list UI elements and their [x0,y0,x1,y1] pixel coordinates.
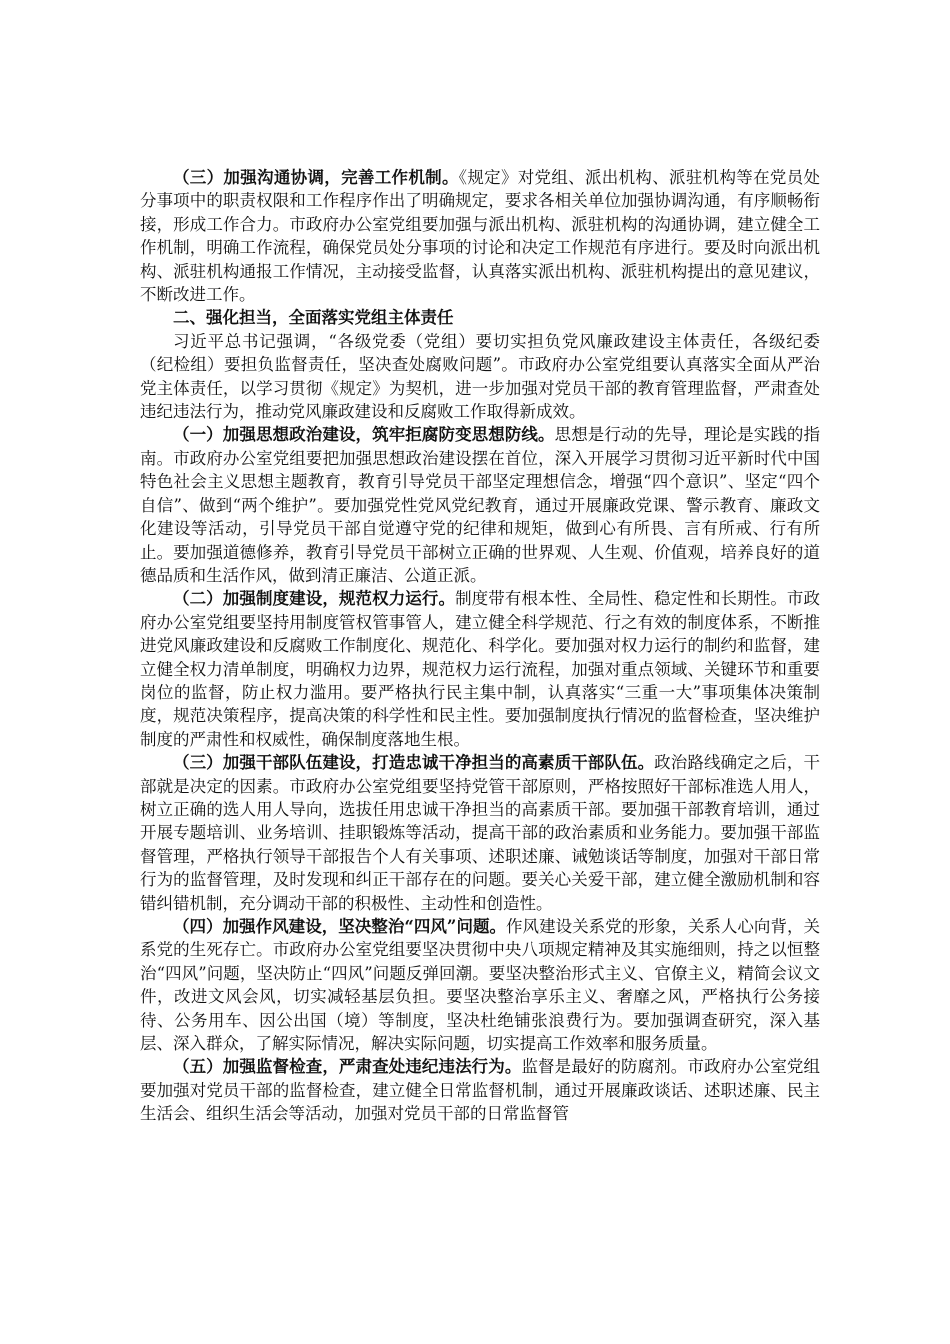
paragraph-7-text: 作风建设关系党的形象，关系人心向背，关系党的生死存亡。市政府办公室党组要坚决贯彻中央八项规定精神及其实施细则，持之以恒整治“四风”问题，坚决防止“四风”问题反弹回潮。要坚决整治形式主义、官僚主义，精简会议文件，改进文风会风，切实减轻基层负担。要坚决整治享乐主义、奢靡之风，严格执行公务接待、公务用车、因公出国（境）等制度，坚决杜绝铺张浪费行为。要加强调查研究，深入基层、深入群众，了解实际情况，解决实际问题，切实提高工作效率和服务质量。 [140,917,821,1054]
paragraph-4 [140,423,820,587]
paragraph-4-lead: （一）加强思想政治建设，筑牢拒腐防变思想防线。 [173,425,555,445]
section-heading-2 [140,306,820,329]
document-body [140,166,820,1126]
paragraph-5-lead: （二）加强制度建设，规范权力运行。 [173,589,456,609]
paragraph-5 [140,587,820,751]
paragraph-6 [140,751,820,915]
paragraph-1-lead: （三）加强沟通协调，完善工作机制。 [173,168,459,187]
paragraph-4-text: 思想是行动的先导，理论是实践的指南。市政府办公室党组要把加强思想政治建设摆在首位，深入开展学习贯彻习近平新时代中国特色社会主义思想主题教育，教育引导党员干部坚定理想信念，增强“四个意识”、坚定“四个自信”、做到“两个维护”。要加强党性党风党纪教育，通过开展廉政党课、警示教育、廉政文化建设等活动，引导党员干部自觉遵守党的纪律和规矩，做到心有所畏、言有所戒、行有所止。要加强道德修养，教育引导党员干部树立正确的世界观、人生观、价值观，培养良好的道德品质和生活作风，做到清正廉洁、公道正派。 [140,425,821,585]
paragraph-7-lead: （四）加强作风建设，坚决整治“四风”问题。 [173,917,507,936]
paragraph-6-lead: （三）加强干部队伍建设，打造忠诚干净担当的高素质干部队伍。 [173,753,655,773]
section-heading-2-text: 二、强化担当，全面落实党组主体责任 [173,308,454,328]
paragraph-3-text: 习近平总书记强调，“各级党委（党组）要切实担负党风廉政建设主体责任，各级纪委（纪检组）要担负监督责任，坚决查处腐败问题”。市政府办公室党组要认真落实全面从严治党主体责任，以学习贯彻《规定》为契机，进一步加强对党员干部的教育管理监督，严肃查处违纪违法行为，推动党风廉政建设和反腐败工作取得新成效。 [140,331,820,422]
paragraph-8-text: 监督是最好的防腐剂。市政府办公室党组要加强对党员干部的监督检查，建立健全日常监督机制，通过开展廉政谈话、述职述廉、民主生活会、组织生活会等活动，加强对党员干部的日常监督管 [140,1057,821,1124]
paragraph-6-text: 政治路线确定之后，干部就是决定的因素。市政府办公室党组要坚持党管干部原则，严格按照好干部标准选人用人，树立正确的选人用人导向，选拔任用忠诚干净担当的高素质干部。要加强干部教育培训，通过开展专题培训、业务培训、挂职锻炼等活动，提高干部的政治素质和业务能力。要加强干部监督管理，严格执行领导干部报告个人有关事项、述职述廉、诫勉谈话等制度，加强对干部日常行为的监督管理，及时发现和纠正干部存在的问题。要关心关爱干部，建立健全激励机制和容错纠错机制，充分调动干部的积极性、主动性和创造性。 [140,753,821,913]
paragraph-1-text: 《规定》对党组、派出机构、派驻机构等在党员处分事项中的职责权限和工作程序作出了明确规定，要求各相关单位加强协调沟通，有序顺畅衔接，形成工作合力。市政府办公室党组要加强与派出机构、派驻机构的沟通协调，建立健全工作机制，明确工作流程，确保党员处分事项的讨论和决定工作规范有序进行。要及时向派出机构、派驻机构通报工作情况，主动接受监督，认真落实派出机构、派驻机构提出的意见建议，不断改进工作。 [140,168,821,305]
paragraph-8-lead: （五）加强监督检查，严肃查处违纪违法行为。 [173,1057,522,1077]
paragraph-3 [140,330,820,424]
paragraph-7 [140,915,820,1055]
paragraph-8 [140,1055,820,1125]
paragraph-5-text: 制度带有根本性、全局性、稳定性和长期性。市政府办公室党组要坚持用制度管权管事管人，建立健全科学规范、行之有效的制度体系，不断推进党风廉政建设和反腐败工作制度化、规范化、科学化。要加强对权力运行的制约和监督，建立健全权力清单制度，明确权力边界，规范权力运行流程，加强对重点领域、关键环节和重要岗位的监督，防止权力滥用。要严格执行民主集中制，认真落实“三重一大”事项集体决策制度，规范决策程序，提高决策的科学性和民主性。要加强制度执行情况的监督检查，坚决维护制度的严肃性和权威性，确保制度落地生根。 [140,589,821,749]
paragraph-1 [140,166,820,306]
